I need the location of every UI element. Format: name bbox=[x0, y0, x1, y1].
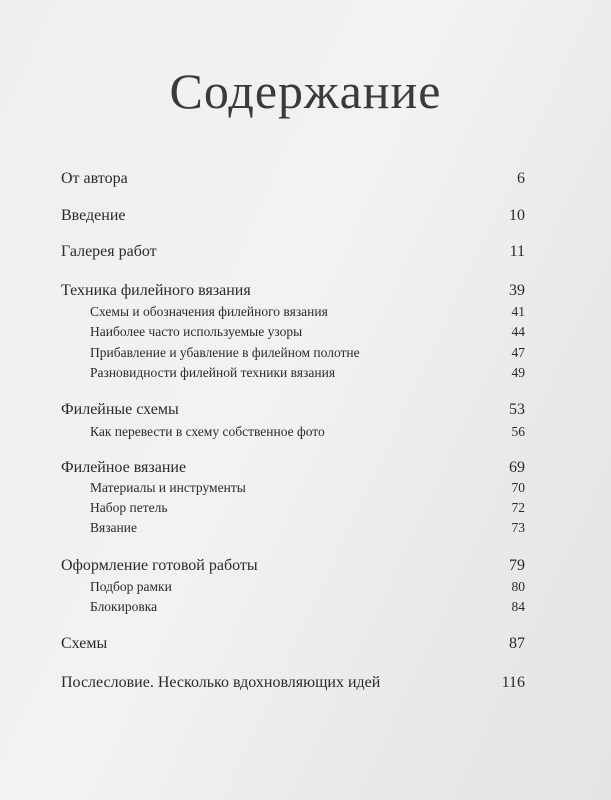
toc-entry-label: Схемы и обозначения филейного вязания bbox=[90, 304, 328, 319]
toc-subentry[interactable] bbox=[61, 304, 525, 320]
toc-entry-page: 41 bbox=[511, 304, 525, 319]
toc-subentry[interactable] bbox=[61, 599, 525, 615]
toc-entry-label: Наиболее часто используемые узоры bbox=[90, 324, 303, 339]
toc-subentry[interactable] bbox=[61, 500, 525, 516]
page-title: Содержание bbox=[169, 63, 442, 119]
toc-entry-page: 44 bbox=[511, 324, 525, 339]
toc-subentry[interactable] bbox=[61, 579, 525, 595]
toc-entry-label: Набор петель bbox=[90, 500, 168, 515]
toc-entry-page: 70 bbox=[511, 480, 525, 495]
toc-entry-page: 73 bbox=[511, 520, 525, 535]
toc-subentry[interactable] bbox=[61, 345, 525, 361]
toc-entry-label: Блокировка bbox=[90, 599, 158, 614]
toc-entry-page: 72 bbox=[511, 500, 525, 515]
toc-entry-page: 6 bbox=[517, 170, 525, 187]
toc-entry-page: 10 bbox=[509, 207, 525, 224]
toc-subentry[interactable] bbox=[61, 480, 525, 496]
toc-entry-page: 84 bbox=[511, 599, 525, 614]
toc-entry-page: 80 bbox=[511, 579, 525, 594]
toc-entry[interactable] bbox=[61, 635, 525, 653]
toc-entry-label: Материалы и инструменты bbox=[90, 480, 246, 495]
toc-entry-label: Филейное вязание bbox=[61, 459, 187, 476]
toc-entry[interactable] bbox=[61, 282, 525, 300]
toc-entry-label: Филейные схемы bbox=[61, 401, 179, 418]
toc-entry-label: Разновидности филейной техники вязания bbox=[90, 365, 336, 380]
toc-entry-label: Оформление готовой работы bbox=[61, 557, 258, 574]
toc-entry-label: Прибавление и убавление в филейном полотне bbox=[90, 345, 360, 360]
toc-entry-label: Послесловие. Несколько вдохновляющих идей bbox=[61, 674, 381, 691]
toc-entry-page: 39 bbox=[509, 282, 525, 299]
toc-entry-label: Галерея работ bbox=[61, 243, 157, 260]
toc-entry-label: От автора bbox=[61, 170, 128, 187]
toc-subentry[interactable] bbox=[61, 520, 525, 536]
toc-entry-label: Подбор рамки bbox=[90, 579, 172, 594]
toc-entry-page: 49 bbox=[511, 365, 525, 380]
toc-entry[interactable] bbox=[61, 170, 525, 188]
toc-entry-label: Схемы bbox=[61, 635, 108, 652]
toc-entry[interactable] bbox=[61, 674, 525, 692]
toc-entry-page: 56 bbox=[511, 424, 525, 439]
toc-entry-page: 87 bbox=[509, 635, 525, 652]
toc-entry[interactable] bbox=[61, 557, 525, 575]
toc-entry-label: Техника филейного вязания bbox=[61, 282, 251, 299]
toc-entry-page: 11 bbox=[509, 243, 525, 260]
toc-entry[interactable] bbox=[61, 207, 525, 225]
toc-subentry[interactable] bbox=[61, 365, 525, 381]
toc-entry-page: 69 bbox=[509, 459, 525, 476]
toc-entry[interactable] bbox=[61, 243, 525, 261]
toc-entry-page: 53 bbox=[509, 401, 525, 418]
toc-entry[interactable] bbox=[61, 459, 525, 477]
toc-entry-page: 79 bbox=[509, 557, 525, 574]
toc-entry-page: 116 bbox=[501, 674, 525, 691]
toc-entry-label: Вязание bbox=[90, 520, 137, 535]
toc-entry-page: 47 bbox=[511, 345, 525, 360]
toc-subentry[interactable] bbox=[61, 424, 525, 440]
toc-subentry[interactable] bbox=[61, 324, 525, 340]
toc-entry-label: Введение bbox=[61, 207, 126, 224]
toc-entry[interactable] bbox=[61, 401, 525, 419]
toc-entry-label: Как перевести в схему собственное фото bbox=[90, 424, 325, 439]
